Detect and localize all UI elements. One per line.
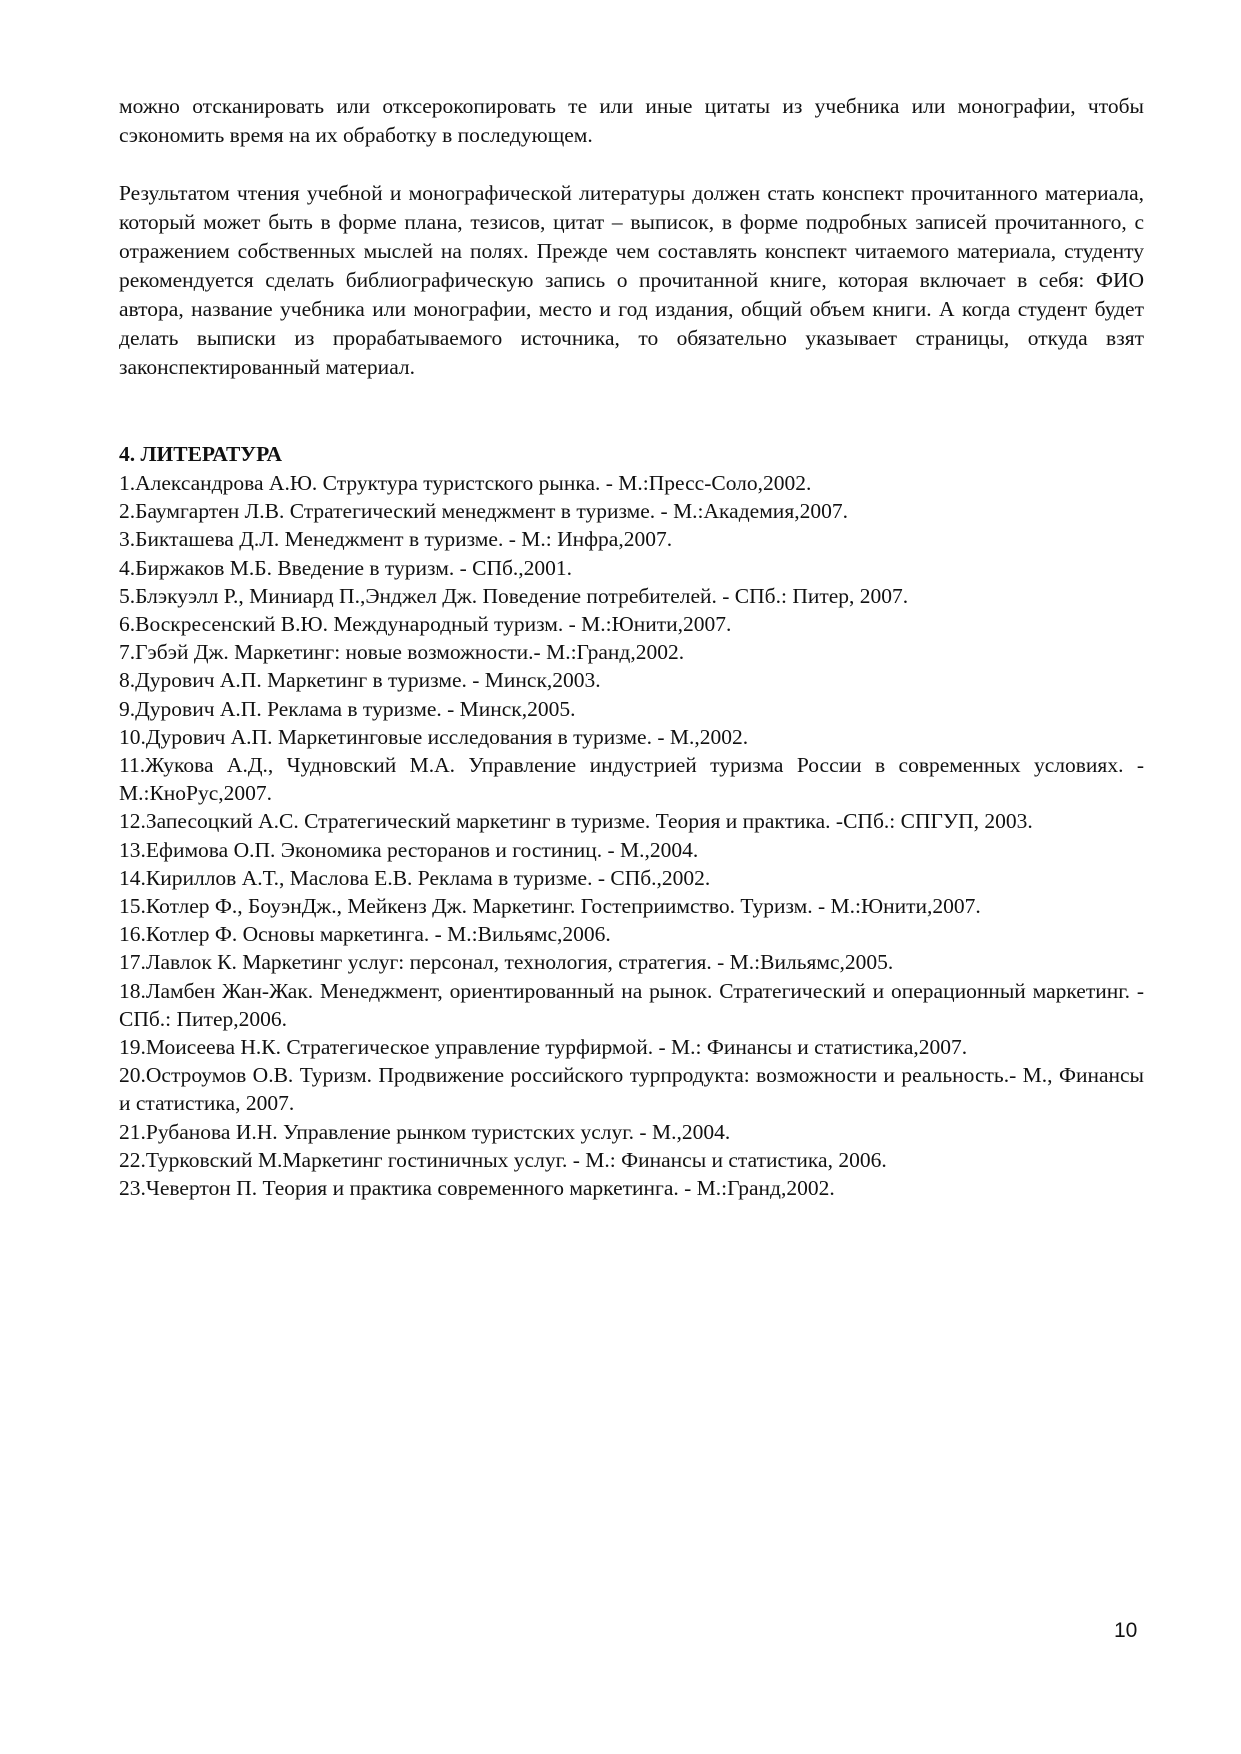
document-page (119, 92, 1144, 1202)
reference-item: 8.Дурович А.П. Маркетинг в туризме. - Минск,2003. (119, 668, 601, 693)
reference-item: 15.Котлер Ф., БоуэнДж., Мейкенз Дж. Маркетинг. Гостеприимство. Туризм. - М.:Юнити,2007. (119, 894, 981, 919)
page-number: 10 (1114, 1619, 1138, 1642)
reference-item: 9.Дурович А.П. Реклама в туризме. - Минск,2005. (119, 696, 576, 721)
reference-item: 22.Турковский М.Маркетинг гостиничных услуг. - М.: Финансы и статистика, 2006. (119, 1147, 887, 1172)
section-heading-literature: 4. ЛИТЕРАТУРА (119, 442, 282, 466)
paragraph-intro: можно отсканировать или откcерокопировать те или иные цитаты из учебника или монографии, чтобы сэкономить время на их обработку в последующем. (119, 94, 1144, 147)
reference-item: 19.Моисеева Н.К. Стратегическое управление турфирмой. - М.: Финансы и статистика,2007. (119, 1035, 968, 1060)
reference-item: 3.Бикташева Д.Л. Менеджмент в туризме. - М.: Инфра,2007. (119, 527, 673, 552)
reference-item: 12.Запесоцкий А.С. Стратегический маркетинг в туризме. Теория и практика. -СПб.: СПГУП, 2003. (119, 809, 1033, 834)
reference-item: 6.Воскресенский В.Ю. Международный туризм. - М.:Юнити,2007. (119, 612, 732, 637)
reference-item: 13.Ефимова О.П. Экономика ресторанов и гостиниц. - М.,2004. (119, 837, 699, 862)
paragraph-summary: Результатом чтения учебной и монографической литературы должен стать конспект прочитанного материала, который может быть в форме плана, тезисов, цитат – выписок, в форме подробных записей прочитанного, с отражением собственных мыслей на полях. Прежде чем составлять конспект читаемого материала, студенту рекомендуется сделать библиографическую запись о прочитанной книге, которая включает в себя: ФИО автора, название учебника или монографии, место и год издания, общий объем книги. А когда студент будет делать выписки из прорабатываемого источника, то обязательно указывает страницы, откуда взят законспектированный материал. (119, 181, 1144, 379)
reference-item: 17.Лавлок К. Маркетинг услуг: персонал, технология, стратегия. - М.:Вильямс,2005. (119, 950, 894, 975)
reference-item: 21.Рубанова И.Н. Управление рынком туристских услуг. - М.,2004. (119, 1119, 731, 1144)
reference-item: 1.Александрова А.Ю. Структура туристского рынка. - М.:Пресс-Соло,2002. (119, 471, 812, 495)
reference-item: 10.Дурович А.П. Маркетинговые исследования в туризме. - М.,2002. (119, 724, 749, 749)
reference-item: 7.Гэбэй Дж. Маркетинг: новые возможности.- М.:Гранд,2002. (119, 640, 685, 665)
reference-item: 4.Биржаков М.Б. Введение в туризм. - СПб.,2001. (119, 555, 573, 580)
reference-item: 2.Баумгартен Л.В. Стратегический менеджмент в туризме. - М.:Академия,2007. (119, 499, 848, 524)
reference-item: 18.Ламбен Жан-Жак. Менеджмент, ориентированный на рынок. Стратегический и операционный маркетинг. - СПб.: Питер,2006. (119, 978, 1144, 1031)
reference-list (119, 469, 1144, 1202)
reference-item: 5.Блэкуэлл Р., Миниард П.,Энджел Дж. Поведение потребителей. - СПб.: Питер, 2007. (119, 583, 909, 608)
reference-item: 20.Остроумов О.В. Туризм. Продвижение российского турпродукта: возможности и реальность.- М., Финансы и статистика, 2007. (119, 1063, 1144, 1116)
reference-item: 14.Кириллов А.Т., Маслова Е.В. Реклама в туризме. - СПб.,2002. (119, 865, 711, 890)
reference-item: 11.Жукова А.Д., Чудновский М.А. Управление индустрией туризма России в современных условиях. - М.:КноРус,2007. (119, 753, 1144, 806)
reference-item: 23.Чевертон П. Теория и практика современного маркетинга. - М.:Гранд,2002. (119, 1176, 835, 1201)
reference-item: 16.Котлер Ф. Основы маркетинга. - М.:Вильямс,2006. (119, 922, 611, 947)
